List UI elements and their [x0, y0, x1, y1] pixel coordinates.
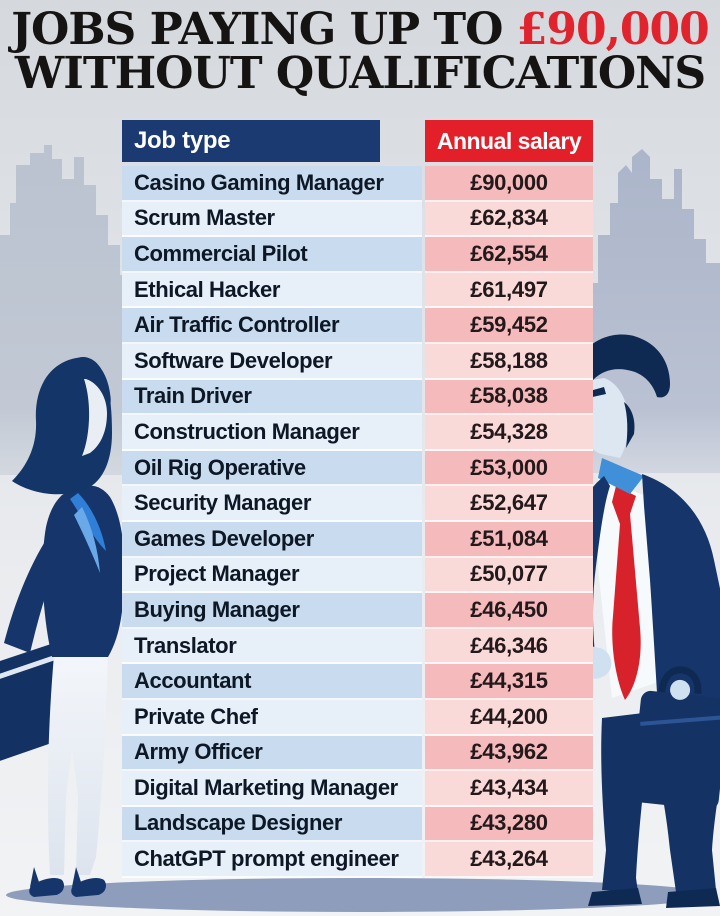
table-row	[122, 771, 593, 807]
salary-cell: £44,315	[425, 664, 593, 700]
salary-cell: £50,077	[425, 558, 593, 594]
job-cell: Landscape Designer	[122, 807, 422, 843]
job-cell: Scrum Master	[122, 202, 422, 238]
table-header-salary: Annual salary	[425, 120, 593, 162]
job-cell: ChatGPT prompt engineer	[122, 842, 422, 878]
salary-cell: £52,647	[425, 486, 593, 522]
job-cell: Software Developer	[122, 344, 422, 380]
high-heels-icon	[29, 867, 106, 897]
job-cell: Games Developer	[122, 522, 422, 558]
table-row	[122, 415, 593, 451]
job-cell: Oil Rig Operative	[122, 451, 422, 487]
salary-cell: £43,280	[425, 807, 593, 843]
table-row	[122, 380, 593, 416]
job-cell: Translator	[122, 629, 422, 665]
salary-cell: £58,038	[425, 380, 593, 416]
table-header-row	[122, 120, 593, 162]
title-line2: WITHOUT QUALIFICATIONS	[14, 48, 706, 99]
table-row	[122, 451, 593, 487]
job-cell: Air Traffic Controller	[122, 308, 422, 344]
job-cell: Private Chef	[122, 700, 422, 736]
job-cell: Accountant	[122, 664, 422, 700]
salary-cell: £62,834	[425, 202, 593, 238]
table-row	[122, 273, 593, 309]
job-cell: Project Manager	[122, 558, 422, 594]
salary-cell: £62,554	[425, 237, 593, 273]
job-cell: Security Manager	[122, 486, 422, 522]
header-gap	[380, 120, 425, 162]
job-cell: Buying Manager	[122, 593, 422, 629]
job-cell: Digital Marketing Manager	[122, 771, 422, 807]
salary-cell: £54,328	[425, 415, 593, 451]
table-row	[122, 486, 593, 522]
table-row	[122, 522, 593, 558]
salary-cell: £43,962	[425, 736, 593, 772]
table-row	[122, 344, 593, 380]
job-cell: Commercial Pilot	[122, 237, 422, 273]
job-cell: Casino Gaming Manager	[122, 166, 422, 202]
salary-cell: £58,188	[425, 344, 593, 380]
job-cell: Construction Manager	[122, 415, 422, 451]
table-row	[122, 807, 593, 843]
table-header-job: Job type	[122, 120, 380, 162]
table-row	[122, 629, 593, 665]
table-row	[122, 593, 593, 629]
title-line1	[0, 4, 720, 55]
table-body	[122, 166, 593, 878]
salary-cell: £51,084	[425, 522, 593, 558]
table-row	[122, 842, 593, 878]
table-row	[122, 558, 593, 594]
salary-cell: £53,000	[425, 451, 593, 487]
table-row	[122, 237, 593, 273]
salary-cell: £90,000	[425, 166, 593, 202]
salary-cell: £46,346	[425, 629, 593, 665]
salary-cell: £61,497	[425, 273, 593, 309]
table-row	[122, 308, 593, 344]
job-cell: Army Officer	[122, 736, 422, 772]
table-row	[122, 202, 593, 238]
shoes-icon	[588, 888, 720, 908]
salary-cell: £44,200	[425, 700, 593, 736]
job-cell: Ethical Hacker	[122, 273, 422, 309]
salary-cell: £43,434	[425, 771, 593, 807]
table-row	[122, 166, 593, 202]
salary-table	[122, 120, 593, 878]
title-amount: £90,000	[516, 4, 709, 55]
job-cell: Train Driver	[122, 380, 422, 416]
table-row	[122, 700, 593, 736]
table-row	[122, 736, 593, 772]
title-line1-black: JOBS PAYING UP TO	[11, 4, 517, 55]
salary-cell: £46,450	[425, 593, 593, 629]
page-title	[0, 4, 720, 99]
table-row	[122, 664, 593, 700]
salary-cell: £43,264	[425, 842, 593, 878]
salary-cell: £59,452	[425, 308, 593, 344]
